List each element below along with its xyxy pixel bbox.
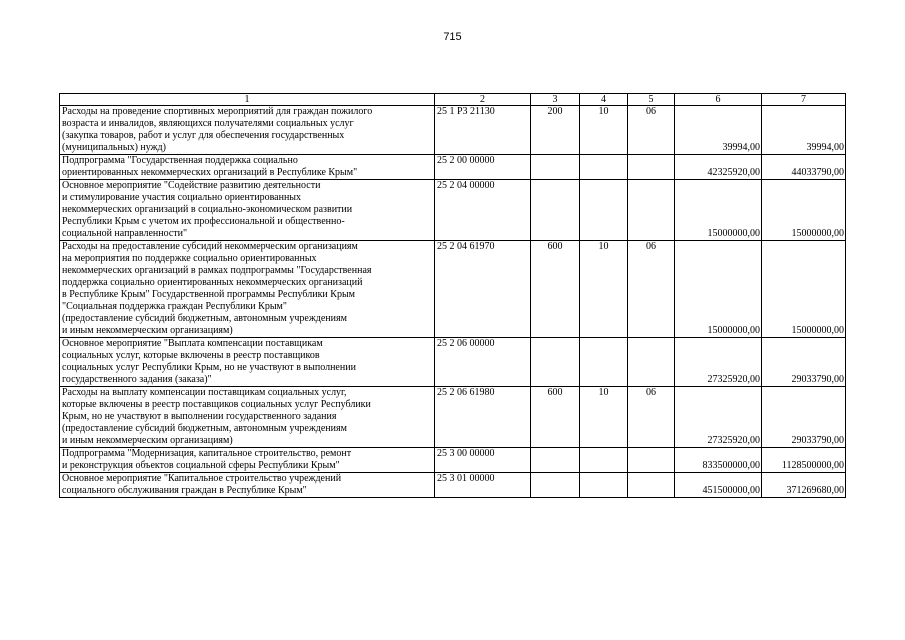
row-section: 10 bbox=[580, 241, 628, 338]
row-amount-col7: 371269680,00 bbox=[762, 473, 846, 498]
row-subsection: 06 bbox=[628, 241, 675, 338]
row-amount-col6: 42325920,00 bbox=[675, 155, 762, 180]
row-section: 10 bbox=[580, 106, 628, 155]
table-header-row bbox=[60, 94, 846, 106]
row-amount-col7: 29033790,00 bbox=[762, 387, 846, 448]
row-amount-col7: 1128500000,00 bbox=[762, 448, 846, 473]
row-amount-col7: 29033790,00 bbox=[762, 338, 846, 387]
table-row bbox=[60, 180, 846, 241]
header-cell: 2 bbox=[435, 94, 531, 106]
row-expense-type: 600 bbox=[531, 387, 580, 448]
row-code: 25 2 06 61980 bbox=[435, 387, 531, 448]
row-name: Расходы на предоставление субсидий некоммерческим организациям на мероприятия по поддержке социально ориентированных некоммерческих организаций в рамках подпрограммы "Государственная поддержка социально ориентированных некоммерческих организаций в Республике Крым" Государственной программы Республики Крым "Социальная поддержка граждан Республики Крым" (предоставление субсидий бюджетным, автономным учреждениям и иным некоммерческим организациям) bbox=[60, 241, 435, 338]
row-subsection: 06 bbox=[628, 106, 675, 155]
row-expense-type: 600 bbox=[531, 241, 580, 338]
table-row bbox=[60, 448, 846, 473]
header-cell: 1 bbox=[60, 94, 435, 106]
row-expense-type bbox=[531, 473, 580, 498]
row-subsection bbox=[628, 155, 675, 180]
row-subsection: 06 bbox=[628, 387, 675, 448]
row-name: Подпрограмма "Модернизация, капитальное строительство, ремонт и реконструкция объектов социальной сферы Республики Крым" bbox=[60, 448, 435, 473]
row-section bbox=[580, 180, 628, 241]
row-name: Основное мероприятие "Выплата компенсации поставщикам социальных услуг, которые включены в реестр поставщиков социальных услуг Республики Крым, но не участвуют в выполнении государственного задания (заказа)" bbox=[60, 338, 435, 387]
header-cell: 7 bbox=[762, 94, 846, 106]
row-code: 25 3 00 00000 bbox=[435, 448, 531, 473]
row-code: 25 2 06 00000 bbox=[435, 338, 531, 387]
row-name: Расходы на проведение спортивных мероприятий для граждан пожилого возраста и инвалидов, являющихся получателями социальных услуг (закупка товаров, работ и услуг для обеспечения государственных (муниципальных) нужд) bbox=[60, 106, 435, 155]
row-expense-type: 200 bbox=[531, 106, 580, 155]
row-code: 25 2 00 00000 bbox=[435, 155, 531, 180]
row-subsection bbox=[628, 473, 675, 498]
row-subsection bbox=[628, 448, 675, 473]
row-amount-col6: 833500000,00 bbox=[675, 448, 762, 473]
page-number: 715 bbox=[443, 31, 462, 43]
header-cell: 5 bbox=[628, 94, 675, 106]
row-code: 25 3 01 00000 bbox=[435, 473, 531, 498]
row-amount-col6: 27325920,00 bbox=[675, 387, 762, 448]
header-cell: 3 bbox=[531, 94, 580, 106]
table-row bbox=[60, 241, 846, 338]
row-section bbox=[580, 473, 628, 498]
row-expense-type bbox=[531, 180, 580, 241]
row-code: 25 2 04 61970 bbox=[435, 241, 531, 338]
budget-table bbox=[59, 93, 846, 498]
row-name: Подпрограмма "Государственная поддержка социально ориентированных некоммерческих организаций в Республике Крым" bbox=[60, 155, 435, 180]
row-amount-col7: 39994,00 bbox=[762, 106, 846, 155]
table-row bbox=[60, 387, 846, 448]
row-amount-col6: 451500000,00 bbox=[675, 473, 762, 498]
header-cell: 6 bbox=[675, 94, 762, 106]
row-amount-col6: 27325920,00 bbox=[675, 338, 762, 387]
header-cell: 4 bbox=[580, 94, 628, 106]
row-subsection bbox=[628, 338, 675, 387]
row-amount-col6: 15000000,00 bbox=[675, 180, 762, 241]
row-subsection bbox=[628, 180, 675, 241]
row-amount-col7: 15000000,00 bbox=[762, 241, 846, 338]
row-expense-type bbox=[531, 338, 580, 387]
row-amount-col6: 15000000,00 bbox=[675, 241, 762, 338]
row-section bbox=[580, 448, 628, 473]
row-amount-col6: 39994,00 bbox=[675, 106, 762, 155]
row-expense-type bbox=[531, 448, 580, 473]
table-row bbox=[60, 473, 846, 498]
row-expense-type bbox=[531, 155, 580, 180]
row-amount-col7: 15000000,00 bbox=[762, 180, 846, 241]
row-section bbox=[580, 338, 628, 387]
row-name: Основное мероприятие "Содействие развитию деятельности и стимулирование участия социально ориентированных некоммерческих организаций в социально-экономическом развитии Республики Крым с учетом их профессиональной и общественно- социальной направленности" bbox=[60, 180, 435, 241]
row-amount-col7: 44033790,00 bbox=[762, 155, 846, 180]
table-row bbox=[60, 338, 846, 387]
row-name: Основное мероприятие "Капитальное строительство учреждений социального обслуживания граждан в Республике Крым" bbox=[60, 473, 435, 498]
row-code: 25 2 04 00000 bbox=[435, 180, 531, 241]
row-name: Расходы на выплату компенсации поставщикам социальных услуг, которые включены в реестр поставщиков социальных услуг Республики Крым, но не участвуют в выполнении государственного задания (предоставление субсидий бюджетным, автономным учреждениям и иным некоммерческим организациям) bbox=[60, 387, 435, 448]
row-section bbox=[580, 155, 628, 180]
row-section: 10 bbox=[580, 387, 628, 448]
table-row bbox=[60, 106, 846, 155]
row-code: 25 1 P3 21130 bbox=[435, 106, 531, 155]
table-row bbox=[60, 155, 846, 180]
